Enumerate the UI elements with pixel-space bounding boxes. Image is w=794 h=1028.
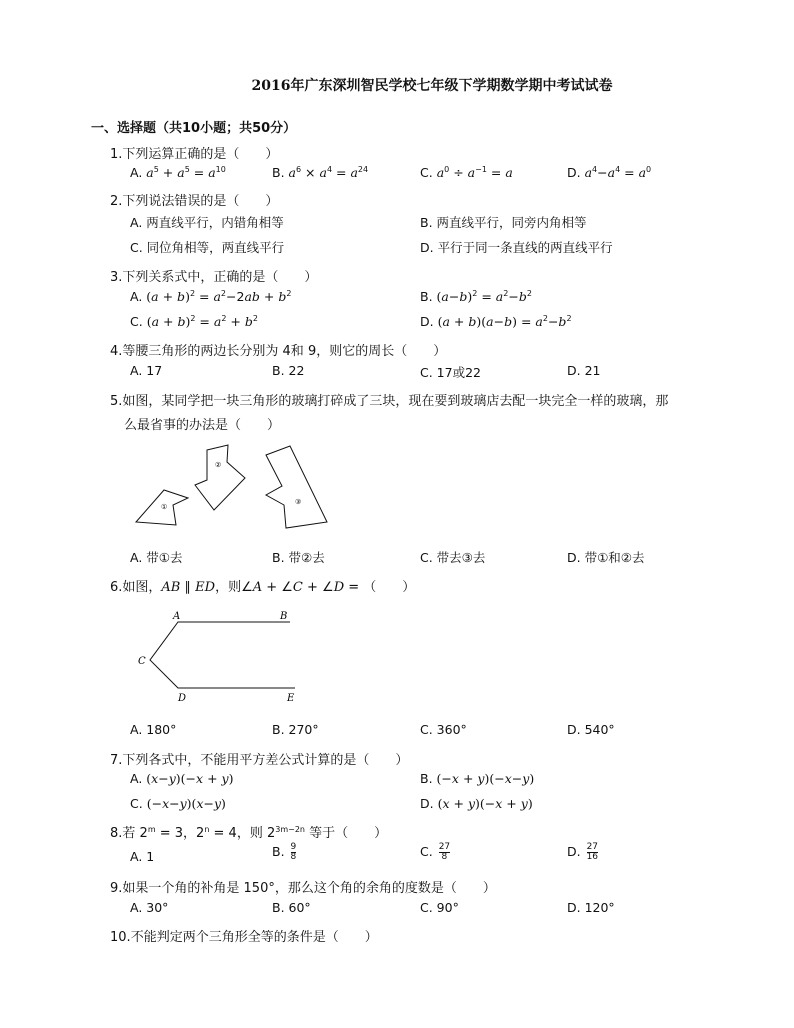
q6-option-a: A. 180° bbox=[130, 722, 177, 737]
question-5 bbox=[110, 390, 668, 409]
parallel-lines-figure bbox=[130, 605, 310, 705]
question-number: 10. bbox=[110, 930, 131, 945]
point-d-label: D bbox=[178, 693, 187, 704]
glass-piece-3-label: ③ bbox=[295, 498, 302, 506]
q7-option-d: D. (x + y)(−x + y) bbox=[420, 796, 533, 811]
q8-option-b: B. $\frac{9}{8}$ bbox=[272, 842, 297, 862]
question-7 bbox=[110, 749, 408, 768]
question-stem: 下列说法错误的是（ ） bbox=[122, 194, 279, 209]
q7-option-c: C. (−x−y)(x−y) bbox=[130, 796, 226, 811]
glass-piece-2 bbox=[195, 445, 245, 510]
q9-option-c: C. 90° bbox=[420, 900, 459, 915]
q2-option-d: D. 平行于同一条直线的两直线平行 bbox=[420, 240, 613, 255]
q4-option-c: C. 17或22 bbox=[420, 365, 481, 380]
q2-option-a: A. 两直线平行，内错角相等 bbox=[130, 215, 284, 230]
question-number: 6. bbox=[110, 580, 123, 595]
question-number: 9. bbox=[110, 881, 123, 896]
q1-option-d: D. $a^4-a^4 = a^0$ bbox=[567, 165, 652, 180]
question-stem: 下列运算正确的是（ ） bbox=[122, 147, 279, 162]
glass-piece-1-label: ① bbox=[161, 503, 168, 511]
question-stem: 如果一个角的补角是 150°，那么这个角的余角的度数是（ ） bbox=[122, 881, 496, 896]
q3-option-c: C. $(a + b)^2 = a^2 + b^2$ bbox=[130, 314, 258, 329]
question-9 bbox=[110, 877, 496, 896]
question-stem: 下列关系式中，正确的是（ ） bbox=[122, 270, 318, 285]
q9-option-a: A. 30° bbox=[130, 900, 169, 915]
glass-piece-2-label: ② bbox=[215, 461, 222, 469]
paper-title: 2016年广东深圳智民学校七年级下学期数学期中考试试卷 bbox=[251, 78, 613, 94]
question-number: 8. bbox=[110, 826, 123, 841]
question-number: 7. bbox=[110, 753, 123, 768]
q5-option-c: C. 带去③去 bbox=[420, 550, 486, 565]
q6-option-d: D. 540° bbox=[567, 722, 615, 737]
broken-glass-figure bbox=[130, 440, 340, 540]
q5-option-a: A. 带①去 bbox=[130, 550, 183, 565]
q7-option-a: A. (x−y)(−x + y) bbox=[130, 771, 234, 786]
q2-option-c: C. 同位角相等，两直线平行 bbox=[130, 240, 285, 255]
question-stem: 等腰三角形的两边长分别为 4和 9，则它的周长（ ） bbox=[122, 344, 447, 359]
q7-option-b: B. (−x + y)(−x−y) bbox=[420, 771, 535, 786]
q9-option-b: B. 60° bbox=[272, 900, 311, 915]
q8-option-c: C. $\frac{27}{8}$ bbox=[420, 842, 451, 862]
question-4 bbox=[110, 340, 446, 359]
q8-option-d: D. $\frac{27}{16}$ bbox=[567, 842, 599, 862]
q6-option-c: C. 360° bbox=[420, 722, 467, 737]
question-number: 5. bbox=[110, 394, 123, 409]
question-8: 8.若 $2^m = 3$，$2^n = 4$，则 $2^{3m-2n}$ 等于（ ） bbox=[110, 825, 388, 841]
q2-option-b: B. 两直线平行，同旁内角相等 bbox=[420, 215, 587, 230]
question-number: 2. bbox=[110, 194, 123, 209]
point-c-label: C bbox=[138, 656, 146, 667]
q4-option-b: B. 22 bbox=[272, 363, 305, 378]
q5-option-b: B. 带②去 bbox=[272, 550, 325, 565]
question-6: 6.如图，AB ∥ ED，则∠A + ∠C + ∠D = （ ） bbox=[110, 580, 416, 595]
q3-option-d: D. $(a + b)(a-b) = a^2-b^2$ bbox=[420, 314, 572, 329]
question-number: 3. bbox=[110, 270, 123, 285]
q1-option-c: C. $a^0 \div a^{-1} = a$ bbox=[420, 165, 513, 180]
question-1 bbox=[110, 143, 278, 162]
q4-option-a: A. 17 bbox=[130, 363, 163, 378]
question-number: 4. bbox=[110, 344, 123, 359]
question-10 bbox=[110, 926, 378, 945]
line-path bbox=[150, 622, 295, 688]
section-heading: 一、选择题（共10小题；共50分） bbox=[91, 121, 297, 136]
q3-option-b: B. $(a-b)^2 = a^2-b^2$ bbox=[420, 289, 532, 304]
q3-option-a: A. $(a + b)^2 = a^2-2ab + b^2$ bbox=[130, 289, 292, 304]
q8-option-a: A. 1 bbox=[130, 849, 155, 864]
question-5-line2: 么最省事的办法是（ ） bbox=[124, 418, 281, 433]
point-e-label: E bbox=[287, 693, 295, 704]
question-3 bbox=[110, 266, 317, 285]
glass-piece-3 bbox=[266, 446, 327, 528]
q6-option-b: B. 270° bbox=[272, 722, 319, 737]
q5-option-d: D. 带①和②去 bbox=[567, 550, 645, 565]
q4-option-d: D. 21 bbox=[567, 363, 601, 378]
point-a-label: A bbox=[173, 611, 181, 622]
question-2 bbox=[110, 190, 278, 209]
question-number: 1. bbox=[110, 147, 123, 162]
q1-option-a: A. $a^5 + a^5 = a^{10}$ bbox=[130, 165, 226, 180]
point-b-label: B bbox=[280, 611, 288, 622]
question-stem: 不能判定两个三角形全等的条件是（ ） bbox=[130, 930, 378, 945]
question-stem: 下列各式中，不能用平方差公式计算的是（ ） bbox=[122, 753, 409, 768]
question-stem: 如图，某同学把一块三角形的玻璃打碎成了三块，现在要到玻璃店去配一块完全一样的玻璃，那 bbox=[122, 394, 669, 409]
q9-option-d: D. 120° bbox=[567, 900, 615, 915]
q1-option-b: B. $a^6 \times a^4 = a^{24}$ bbox=[272, 165, 369, 180]
